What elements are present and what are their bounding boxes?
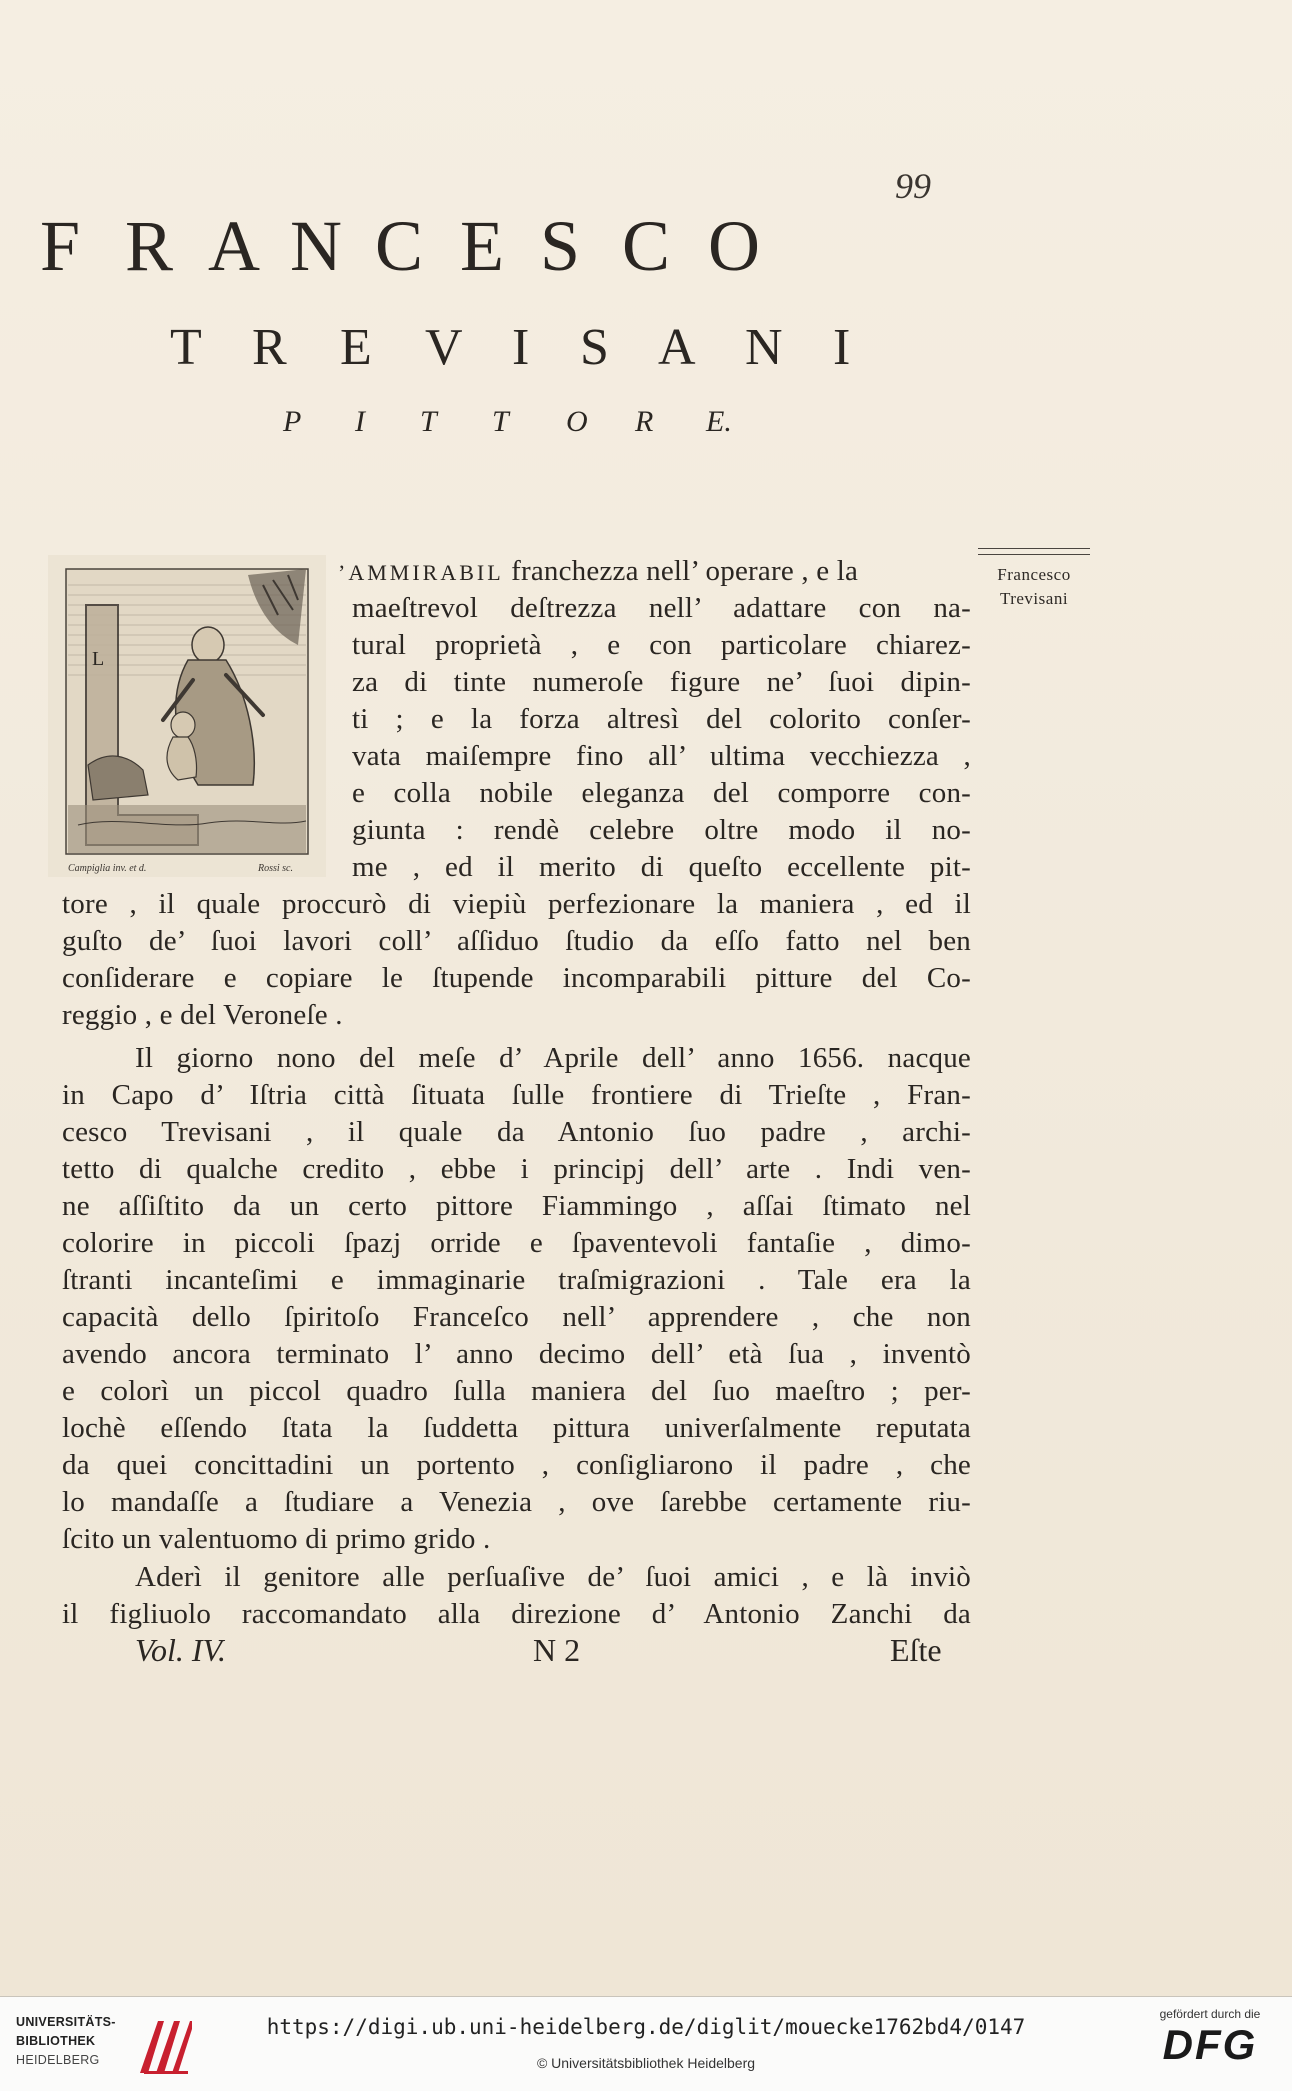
paragraph-2-line: Il giorno nono del meſe d’ Aprile dell’ anno 1656. nacque [135, 1042, 971, 1074]
paragraph-2-line: da quei concittadini un portento , conſigliarono il padre , che [62, 1449, 971, 1481]
title-letter: P [283, 405, 302, 438]
paragraph-2-line: colorire in piccoli ſpazj orride e ſpaventevoli fantaſie , dimo- [62, 1227, 971, 1259]
paragraph-2-line: ſtranti incanteſimi e immaginarie traſmigrazioni . Tale era la [62, 1264, 971, 1296]
title-letter: O [708, 206, 760, 286]
margin-note-line: Trevisani [999, 589, 1069, 608]
sheet-mark: N 2 [533, 1632, 581, 1668]
paragraph-2-line: capacità dello ſpiritoſo Franceſco nell’ apprendere , che non [62, 1301, 971, 1333]
title-letter: V [425, 319, 463, 376]
title-letter: S [540, 206, 581, 286]
title-letter: I [512, 319, 530, 376]
paragraph-1-line: guſto de’ ſuoi lavori coll’ aſſiduo ſtudio da eſſo fatto nel ben [62, 925, 971, 957]
title-letter: N [290, 206, 342, 286]
title-letter: I [833, 319, 851, 376]
margin-note-line: Francesco [997, 565, 1071, 584]
paragraph-3-line: il figliuolo raccomandato alla direzione d’ Antonio Zanchi da [62, 1598, 971, 1630]
initial-letter: L [92, 648, 105, 670]
dfg-wordmark: DFG [1162, 2021, 1258, 2068]
title-letter: I [355, 405, 365, 438]
engraving-signature-left: Campiglia inv. et d. [68, 863, 147, 874]
dfg-logo[interactable] [1145, 2007, 1275, 2083]
engraving-illustration [48, 555, 326, 877]
title-letter: T [170, 319, 202, 376]
page-number: 99 [895, 166, 931, 206]
paragraph-2-line: tetto di qualche credito , ebbe i principj dell’ arte . Indi ven- [62, 1153, 971, 1185]
margin-rule [978, 548, 1090, 555]
paragraph-2-line: e colorì un piccol quadro ſulla maniera del ſuo maeſtro ; per- [62, 1375, 971, 1407]
engraving-signature-right: Rossi sc. [258, 863, 293, 874]
library-name-line: BIBLIOTHEK [16, 2034, 96, 2048]
paragraph-1-line: giunta : rendè celebre oltre modo il no- [352, 814, 971, 846]
catchword: Eſte [890, 1632, 942, 1668]
paragraph-1-line: me , ed il merito di queſto eccellente pit- [352, 851, 971, 883]
title-letter: R [252, 319, 287, 376]
copyright-notice: © Universitätsbibliothek Heidelberg [536, 2055, 756, 2071]
title-letter: R [635, 405, 654, 438]
paragraph-1-line: conſiderare e copiare le ſtupende incomparabili pitture del Co- [62, 962, 971, 994]
paragraph-2-line: in Capo d’ Iſtria città ſituata ſulle frontiere di Trieſte , Fran- [62, 1079, 971, 1111]
title-letter: E [340, 319, 372, 376]
title-letter: N [745, 319, 783, 376]
dfg-caption: gefördert durch die [1159, 2007, 1261, 2021]
margin-note [978, 548, 1090, 611]
engraved-initial-vignette [48, 555, 326, 877]
paragraph-2-line: avendo ancora terminato l’ anno decimo dell’ età ſua , inventò [62, 1338, 971, 1370]
title-letter: E [460, 206, 504, 286]
permalink-url[interactable]: https://digi.ub.uni-heidelberg.de/diglit/mouecke1762bd4/0147 [266, 2015, 1026, 2039]
paragraph-3-line: Aderì il genitore alle perſuaſive de’ ſuoi amici , e là inviò [135, 1561, 971, 1593]
paragraph-2-line: lochè eſſendo ſtata la ſuddetta pittura univerſalmente reputata [62, 1412, 971, 1444]
title-letter: F [40, 206, 81, 286]
paragraph-1-line: maeſtrevol deſtrezza nell’ adattare con na- [352, 592, 971, 624]
title-letter: S [580, 319, 609, 376]
title-letter: O [566, 405, 588, 438]
viewer-footer-bar [0, 1996, 1292, 2091]
title-letter: C [375, 206, 424, 286]
paragraph-2-line: ſcito un valentuomo di primo grido . [62, 1523, 491, 1555]
paragraph-1-line: za di tinte numeroſe figure ne’ ſuoi dipin- [352, 666, 971, 698]
paragraph-1-line: reggio , e del Veroneſe . [62, 999, 343, 1031]
paragraph-1-line: ’AMMIRABIL franchezza nell’ operare , e la [338, 555, 859, 587]
paragraph-1-line: e colla nobile eleganza del comporre con- [352, 777, 971, 809]
paragraph-2-line: lo mandaſſe a ſtudiare a Venezia , ove ſarebbe certamente riu- [62, 1486, 971, 1518]
title-letter: A [658, 319, 696, 376]
library-name-line: UNIVERSITÄTS- [16, 2015, 116, 2029]
paragraph-1-line: ti ; e la forza altresì del colorito conſer- [352, 703, 971, 735]
volume-signature: Vol. IV. [135, 1632, 226, 1668]
title-letter: A [208, 206, 260, 286]
paragraph-1-line: tural proprietà , e con particolare chiarez- [352, 629, 971, 661]
title-letter: C [622, 206, 671, 286]
lead-caps: ’AMMIRABIL [338, 560, 504, 585]
paragraph-1-line: vata maiſempre fino all’ ultima vecchiezza , [352, 740, 971, 772]
library-name-line: HEIDELBERG [16, 2053, 100, 2067]
title-letter: T [420, 405, 437, 438]
title-letter: T [492, 405, 509, 438]
paragraph-2-line: cesco Trevisani , il quale da Antonio ſuo padre , archi- [62, 1116, 971, 1148]
paragraph-1-line: tore , il quale proccurò di viepiù perfezionare la maniera , ed il [62, 888, 971, 920]
paragraph-2-line: ne aſſiſtito da un certo pittore Fiammingo , aſſai ſtimato nel [62, 1190, 971, 1222]
title-letter: R [125, 206, 174, 286]
title-letter: E. [706, 405, 732, 438]
